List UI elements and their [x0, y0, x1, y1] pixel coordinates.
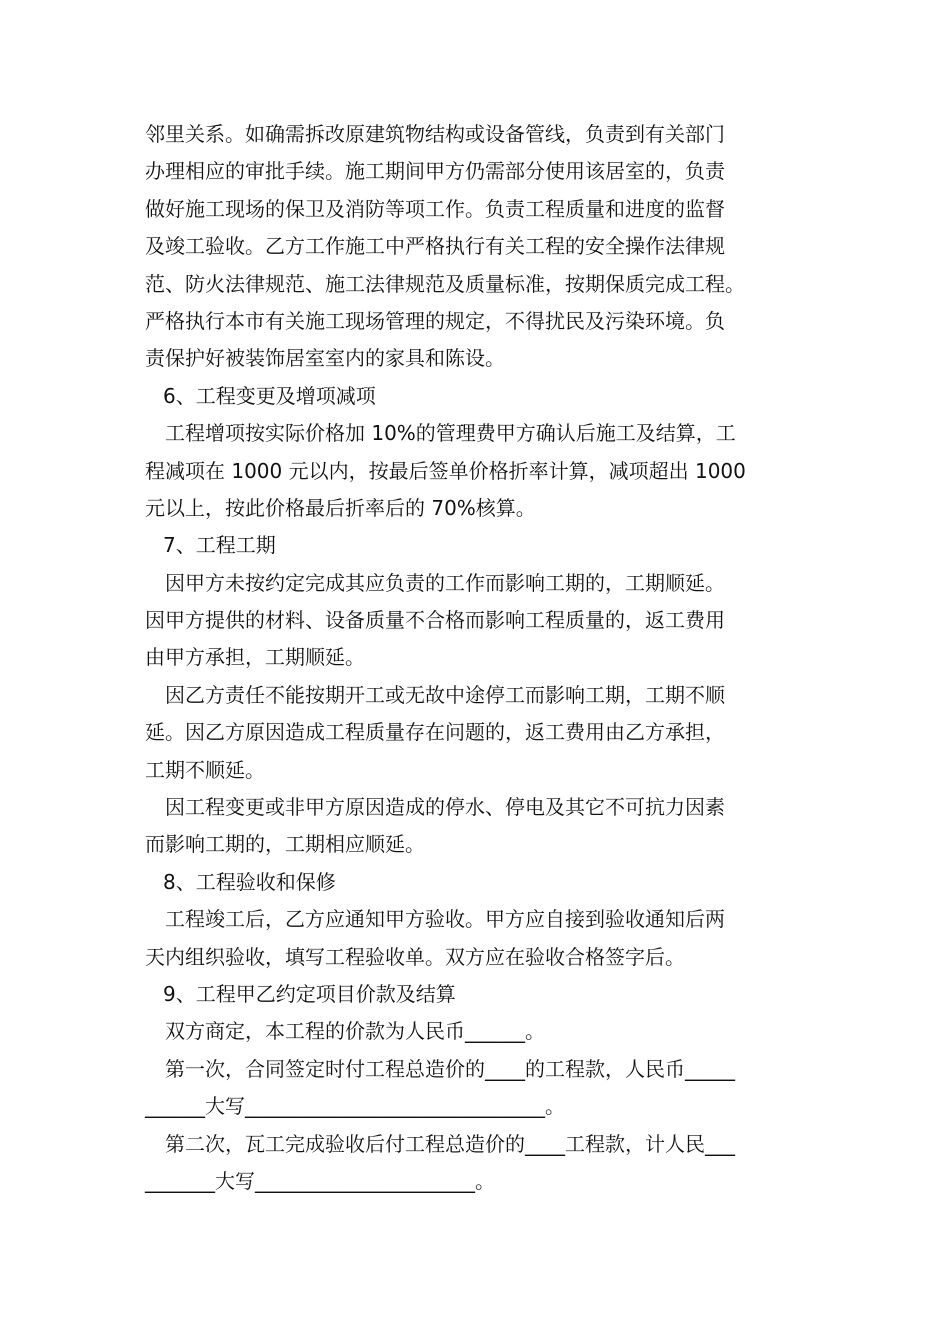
paragraph-line: _______大写______________________。 [145, 1168, 495, 1193]
paragraph-line: 工期不顺延。 [145, 757, 265, 782]
paragraph-line: 严格执行本市有关施工现场管理的规定，不得扰民及污染环境。负 [145, 308, 725, 333]
paragraph-line: 元以上，按此价格最后折率后的 70%核算。 [145, 495, 536, 520]
paragraph-line: 而影响工期的，工期相应顺延。 [145, 832, 425, 857]
paragraph-line: 第一次，合同签定时付工程总造价的____的工程款，人民币_____ [165, 1056, 735, 1081]
paragraph-line: 及竣工验收。乙方工作施工中严格执行有关工程的安全操作法律规 [145, 234, 725, 259]
section-heading: 6、工程变更及增项减项 [163, 383, 376, 408]
paragraph-line: 办理相应的审批手续。施工期间甲方仍需部分使用该居室的，负责 [145, 159, 725, 184]
paragraph-line: 做好施工现场的保卫及消防等项工作。负责工程质量和进度的监督 [145, 196, 725, 221]
paragraph-line: 范、防火法律规范、施工法律规范及质量标准，按期保质完成工程。 [145, 271, 745, 296]
paragraph-line: 由甲方承担，工期顺延。 [145, 645, 365, 670]
paragraph-line: 因工程变更或非甲方原因造成的停水、停电及其它不可抗力因素 [165, 795, 725, 820]
paragraph-line: 延。因乙方原因造成工程质量存在问题的，返工费用由乙方承担， [145, 720, 725, 745]
section-heading: 8、工程验收和保修 [163, 869, 336, 894]
paragraph-line: 因甲方提供的材料、设备质量不合格而影响工程质量的，返工费用 [145, 608, 725, 633]
section-heading: 7、工程工期 [163, 533, 276, 558]
paragraph-line: 第二次，瓦工完成验收后付工程总造价的____工程款，计人民___ [165, 1131, 735, 1156]
paragraph-line: 责保护好被装饰居室室内的家具和陈设。 [145, 346, 505, 371]
paragraph-line: 双方商定，本工程的价款为人民币______。 [165, 1019, 545, 1044]
document-body [145, 116, 817, 1200]
paragraph-line: 天内组织验收，填写工程验收单。双方应在验收合格签字后。 [145, 944, 685, 969]
paragraph-line: 因甲方未按约定完成其应负责的工作而影响工期的，工期顺延。 [165, 570, 725, 595]
paragraph-line: 工程增项按实际价格加 10%的管理费甲方确认后施工及结算，工 [165, 421, 736, 446]
paragraph-line: 程减项在 1000 元以内，按最后签单价格折率计算，减项超出 1000 [145, 458, 746, 483]
paragraph-line: ______大写______________________________。 [145, 1094, 565, 1119]
paragraph-line: 邻里关系。如确需拆改原建筑物结构或设备管线，负责到有关部门 [145, 122, 725, 146]
paragraph-line: 因乙方责任不能按期开工或无故中途停工而影响工期，工期不顺 [165, 682, 725, 707]
paragraph-line: 工程竣工后，乙方应通知甲方验收。甲方应自接到验收通知后两 [165, 907, 725, 932]
section-heading: 9、工程甲乙约定项目价款及结算 [163, 981, 456, 1006]
